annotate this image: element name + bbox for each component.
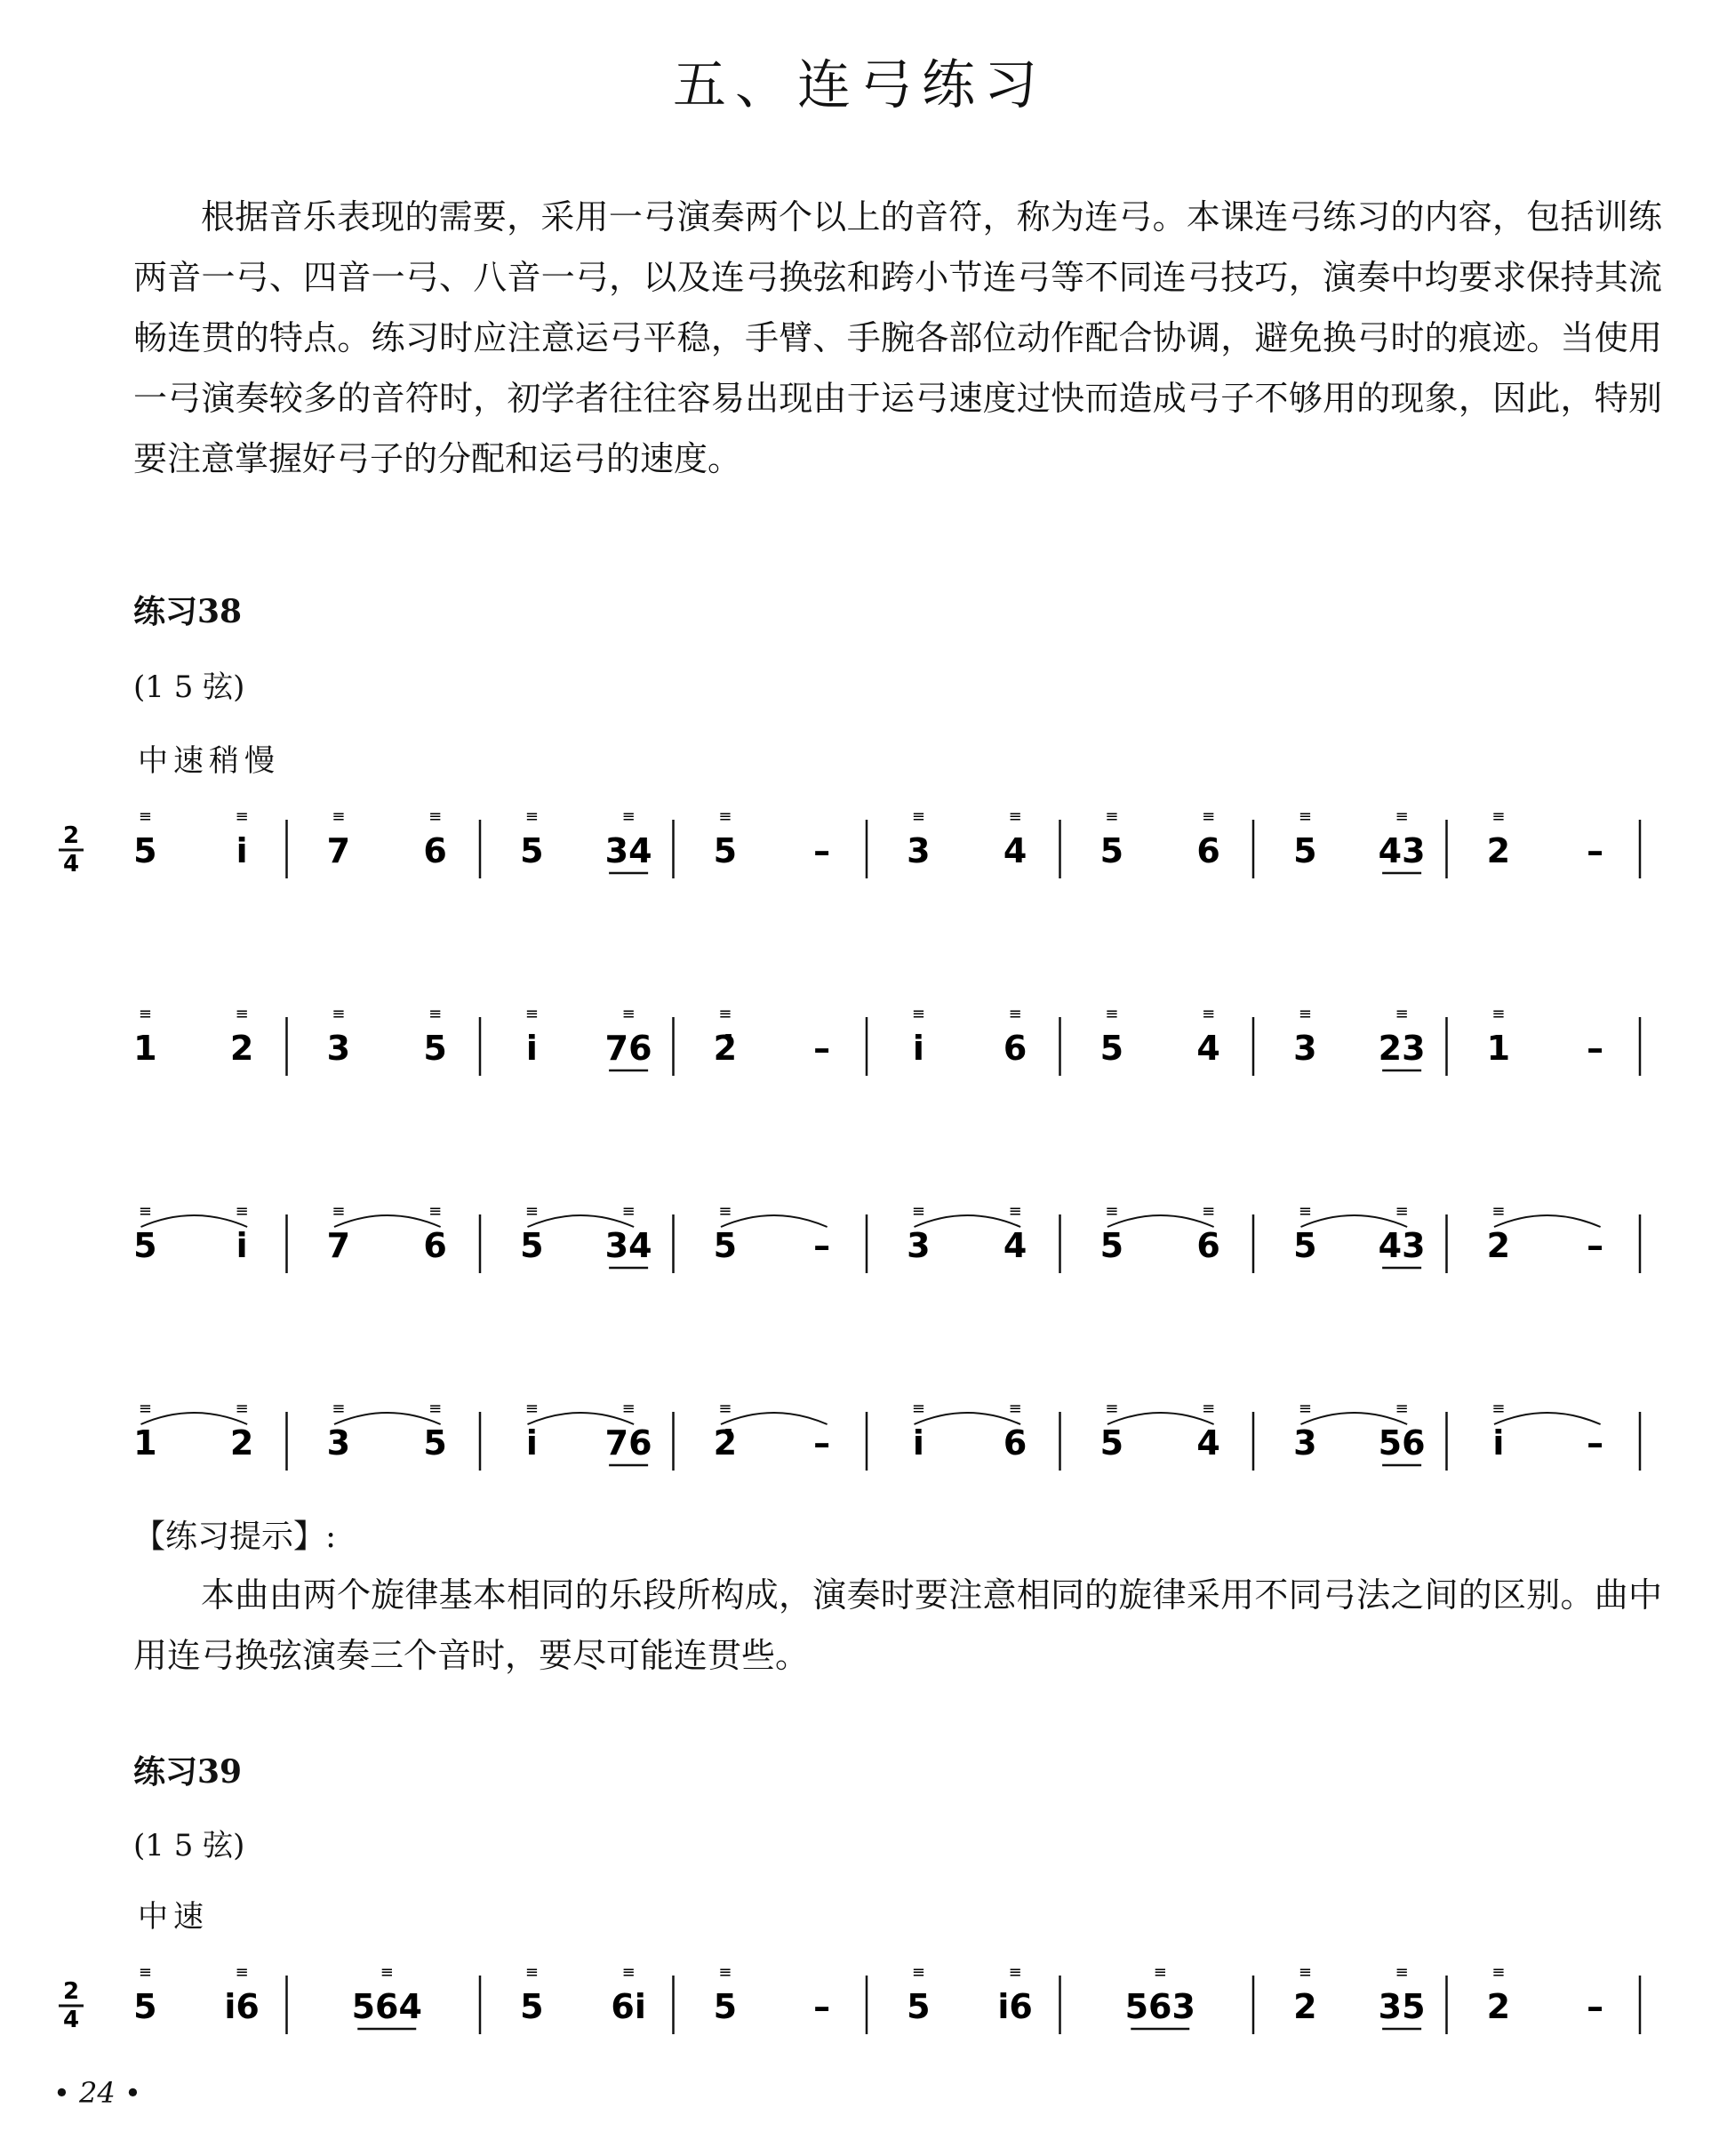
ex39-note: 5 [907, 1987, 931, 2026]
ex39-note: 5 [133, 1987, 157, 2026]
ex38-finger-mark: ≡ [235, 1005, 249, 1023]
ex38-note: i̇ [236, 1226, 248, 1265]
ex38-note: 3 [1293, 1423, 1317, 1463]
ex38-finger-mark: ≡ [1298, 1202, 1312, 1221]
ex38-finger-mark: ≡ [524, 1399, 539, 1418]
ex38-note: 2 [1486, 1226, 1511, 1265]
ex38-note: 6 [1003, 1029, 1027, 1068]
ex38-note: 56 [1378, 1423, 1426, 1463]
ex38-note: 3 [326, 1029, 351, 1068]
ex38-note: 23 [1378, 1029, 1426, 1068]
ex39-note: 5 [713, 1987, 738, 2026]
ex39-finger-mark: ≡ [380, 1963, 394, 1982]
page-title: 五、连弓练习 [673, 54, 1046, 116]
ex39-finger-mark: ≡ [524, 1963, 539, 1982]
ex38-finger-mark: ≡ [1491, 807, 1506, 826]
ex38-finger-mark: ≡ [1008, 1399, 1022, 1418]
ex38-finger-mark: ≡ [621, 1399, 636, 1418]
ex38-note: 2 [229, 1029, 254, 1068]
ex39-time-sig-top: 2 [62, 1978, 80, 2005]
ex39-finger-mark: ≡ [235, 1963, 249, 1982]
ex38-note: 4 [1196, 1029, 1220, 1068]
ex38-note: i̇ [912, 1423, 924, 1463]
ex38-note: 6 [423, 1226, 447, 1265]
ex38-finger-mark: ≡ [332, 1202, 346, 1221]
practice-hint-text: 本曲由两个旋律基本相同的乐段所构成，演奏时要注意相同的旋律采用不同弓法之间的区别。曲中用连弓换弦演奏三个音时，要尽可能连贯些。 [133, 1575, 1662, 1675]
ex38-note: 5 [1099, 831, 1124, 870]
ex38-note: 5 [713, 831, 738, 870]
ex38-note: 5 [1099, 1226, 1124, 1265]
ex38-finger-mark: ≡ [1491, 1202, 1506, 1221]
ex38-finger-mark: ≡ [1395, 1202, 1409, 1221]
ex38-finger-mark: ≡ [718, 1202, 732, 1221]
ex38-note: – [813, 831, 831, 870]
ex38-finger-mark: ≡ [1202, 807, 1216, 826]
ex39-time-sig-bottom: 4 [62, 2007, 80, 2033]
ex38-note: 5 [1099, 1029, 1124, 1068]
intro-paragraph: 根据音乐表现的需要，采用一弓演奏两个以上的音符，称为连弓。本课连弓练习的内容，包括训练两音一弓、四音一弓、八音一弓，以及连弓换弦和跨小节连弓等不同连弓技巧，演奏中均要求保持其流畅连贯的特点。练习时应注意运弓平稳，手臂、手腕各部位动作配合协调，避免换弓时的痕迹。当使用一弓演奏较多的音符时，初学者往往容易出现由于运弓速度过快而造成弓子不够用的现象，因此，特别要注意掌握好弓子的分配和运弓的速度。 [133, 197, 1662, 478]
ex38-finger-mark: ≡ [1008, 1202, 1022, 1221]
ex38-finger-mark: ≡ [1395, 1399, 1409, 1418]
ex38-note: 2 [229, 1423, 254, 1463]
ex38-note: 1 [133, 1423, 157, 1463]
ex38-finger-mark: ≡ [1008, 807, 1022, 826]
ex38-note: i̇ [1492, 1423, 1505, 1463]
ex38-note: 5 [1293, 1226, 1317, 1265]
ex38-note: 34 [604, 831, 652, 870]
ex38-note: 5 [520, 1226, 544, 1265]
ex38-note: – [813, 1226, 831, 1265]
ex38-note: 4 [1003, 1226, 1027, 1265]
ex38-finger-mark: ≡ [718, 1399, 732, 1418]
ex39-note: 2 [1486, 1987, 1511, 2026]
ex39-note: 5 [520, 1987, 544, 2026]
ex38-note: 5 [133, 1226, 157, 1265]
ex38-finger-mark: ≡ [1202, 1005, 1216, 1023]
ex38-finger-mark: ≡ [621, 1202, 636, 1221]
ex39-note: 2 [1293, 1987, 1317, 2026]
ex38-finger-mark: ≡ [138, 1202, 152, 1221]
ex38-slur [1494, 1413, 1601, 1424]
ex38-note: – [813, 1029, 831, 1068]
exercise-38-tempo: 中速稍慢 [138, 743, 280, 779]
ex38-note: 3 [907, 831, 931, 870]
ex38-note: – [1587, 831, 1604, 870]
practice-hint-label: 【练习提示】: [133, 1519, 337, 1555]
ex38-note: 6 [1003, 1423, 1027, 1463]
ex39-note: i̇6 [224, 1987, 260, 2026]
ex38-finger-mark: ≡ [235, 807, 249, 826]
ex38-note: i̇ [236, 831, 248, 870]
ex38-finger-mark: ≡ [138, 1005, 152, 1023]
ex38-note: 5 [1099, 1423, 1124, 1463]
ex38-finger-mark: ≡ [1395, 807, 1409, 826]
ex38-note: 3 [1293, 1029, 1317, 1068]
ex38-finger-mark: ≡ [428, 1005, 443, 1023]
ex38-finger-mark: ≡ [911, 1399, 925, 1418]
ex39-finger-mark: ≡ [1008, 1963, 1022, 1982]
ex38-note: 7 [326, 1226, 351, 1265]
exercise-39-title: 练习39 [133, 1753, 243, 1791]
ex38-finger-mark: ≡ [332, 1005, 346, 1023]
ex38-note: 5 [713, 1226, 738, 1265]
ex38-finger-mark: ≡ [1298, 1005, 1312, 1023]
ex38-finger-mark: ≡ [1202, 1399, 1216, 1418]
ex38-finger-mark: ≡ [1008, 1005, 1022, 1023]
ex38-finger-mark: ≡ [428, 1399, 443, 1418]
ex38-finger-mark: ≡ [524, 807, 539, 826]
ex38-note: 2̇ [713, 1029, 738, 1068]
ex38-time-sig-bottom: 4 [62, 851, 80, 878]
ex38-note: i̇ [525, 1423, 538, 1463]
ex39-finger-mark: ≡ [718, 1963, 732, 1982]
ex39-finger-mark: ≡ [1491, 1963, 1506, 1982]
ex39-finger-mark: ≡ [911, 1963, 925, 1982]
page-number: • 24 • [53, 2076, 141, 2110]
ex39-finger-mark: ≡ [1298, 1963, 1312, 1982]
exercise-39-tempo: 中速 [138, 1899, 209, 1935]
ex38-note: 76 [604, 1423, 652, 1463]
ex39-note: 6i̇ [611, 1987, 646, 2026]
ex39-finger-mark: ≡ [1395, 1963, 1409, 1982]
ex38-finger-mark: ≡ [1105, 1202, 1119, 1221]
ex39-note: 564 [351, 1987, 422, 2026]
ex38-finger-mark: ≡ [718, 807, 732, 826]
ex38-note: – [1587, 1423, 1604, 1463]
ex39-note: – [1587, 1987, 1604, 2026]
exercise-38-score [0, 782, 1719, 1600]
ex38-finger-mark: ≡ [332, 1399, 346, 1418]
ex38-note: 1 [1486, 1029, 1511, 1068]
ex38-note: 5 [1293, 831, 1317, 870]
ex38-finger-mark: ≡ [718, 1005, 732, 1023]
ex38-finger-mark: ≡ [911, 807, 925, 826]
ex39-note: – [813, 1987, 831, 2026]
ex38-note: 76 [604, 1029, 652, 1068]
ex38-note: 4 [1003, 831, 1027, 870]
ex38-note: i̇ [525, 1029, 538, 1068]
ex38-note: 43 [1378, 1226, 1426, 1265]
ex38-note: 5 [133, 831, 157, 870]
exercise-38-title: 练习38 [133, 593, 243, 630]
ex38-note: 5 [520, 831, 544, 870]
ex38-time-sig-top: 2 [62, 822, 80, 849]
ex38-finger-mark: ≡ [1491, 1005, 1506, 1023]
ex39-finger-mark: ≡ [621, 1963, 636, 1982]
ex38-finger-mark: ≡ [428, 807, 443, 826]
ex38-note: i̇ [912, 1029, 924, 1068]
ex39-note: 35 [1378, 1987, 1426, 2026]
ex38-finger-mark: ≡ [235, 1202, 249, 1221]
ex38-note: 7 [326, 831, 351, 870]
ex38-finger-mark: ≡ [911, 1202, 925, 1221]
ex38-finger-mark: ≡ [138, 807, 152, 826]
ex39-finger-mark: ≡ [138, 1963, 152, 1982]
ex38-finger-mark: ≡ [332, 807, 346, 826]
ex38-note: – [1587, 1226, 1604, 1265]
ex38-note: – [813, 1423, 831, 1463]
ex38-finger-mark: ≡ [428, 1202, 443, 1221]
exercise-38-strings: (1 5 弦) [133, 669, 245, 705]
ex38-finger-mark: ≡ [235, 1399, 249, 1418]
ex38-note: 4 [1196, 1423, 1220, 1463]
ex38-note: 5 [423, 1029, 447, 1068]
ex38-finger-mark: ≡ [1395, 1005, 1409, 1023]
ex38-note: 2 [1486, 831, 1511, 870]
ex38-note: 2̇ [713, 1423, 738, 1463]
ex38-finger-mark: ≡ [1105, 1399, 1119, 1418]
ex38-note: – [1587, 1029, 1604, 1068]
ex39-note: 563 [1124, 1987, 1195, 2026]
exercise-39-score [0, 1938, 1719, 2098]
ex38-note: 34 [604, 1226, 652, 1265]
ex38-note: 5 [423, 1423, 447, 1463]
ex38-note: 6 [1196, 1226, 1220, 1265]
ex38-note: 43 [1378, 831, 1426, 870]
ex38-finger-mark: ≡ [1298, 1399, 1312, 1418]
ex38-finger-mark: ≡ [621, 1005, 636, 1023]
ex38-finger-mark: ≡ [621, 807, 636, 826]
ex38-finger-mark: ≡ [1298, 807, 1312, 826]
ex38-note: 3 [907, 1226, 931, 1265]
ex38-note: 3 [326, 1423, 351, 1463]
ex38-finger-mark: ≡ [524, 1005, 539, 1023]
ex38-finger-mark: ≡ [911, 1005, 925, 1023]
ex38-note: 1 [133, 1029, 157, 1068]
ex38-finger-mark: ≡ [1105, 1005, 1119, 1023]
ex38-finger-mark: ≡ [524, 1202, 539, 1221]
ex38-finger-mark: ≡ [1105, 807, 1119, 826]
ex39-note: i̇6 [997, 1987, 1033, 2026]
ex38-note: 6 [1196, 831, 1220, 870]
ex38-note: 6 [423, 831, 447, 870]
ex38-finger-mark: ≡ [138, 1399, 152, 1418]
ex38-finger-mark: ≡ [1491, 1399, 1506, 1418]
ex39-finger-mark: ≡ [1153, 1963, 1167, 1982]
exercise-39-strings: (1 5 弦) [133, 1828, 245, 1863]
ex38-finger-mark: ≡ [1202, 1202, 1216, 1221]
